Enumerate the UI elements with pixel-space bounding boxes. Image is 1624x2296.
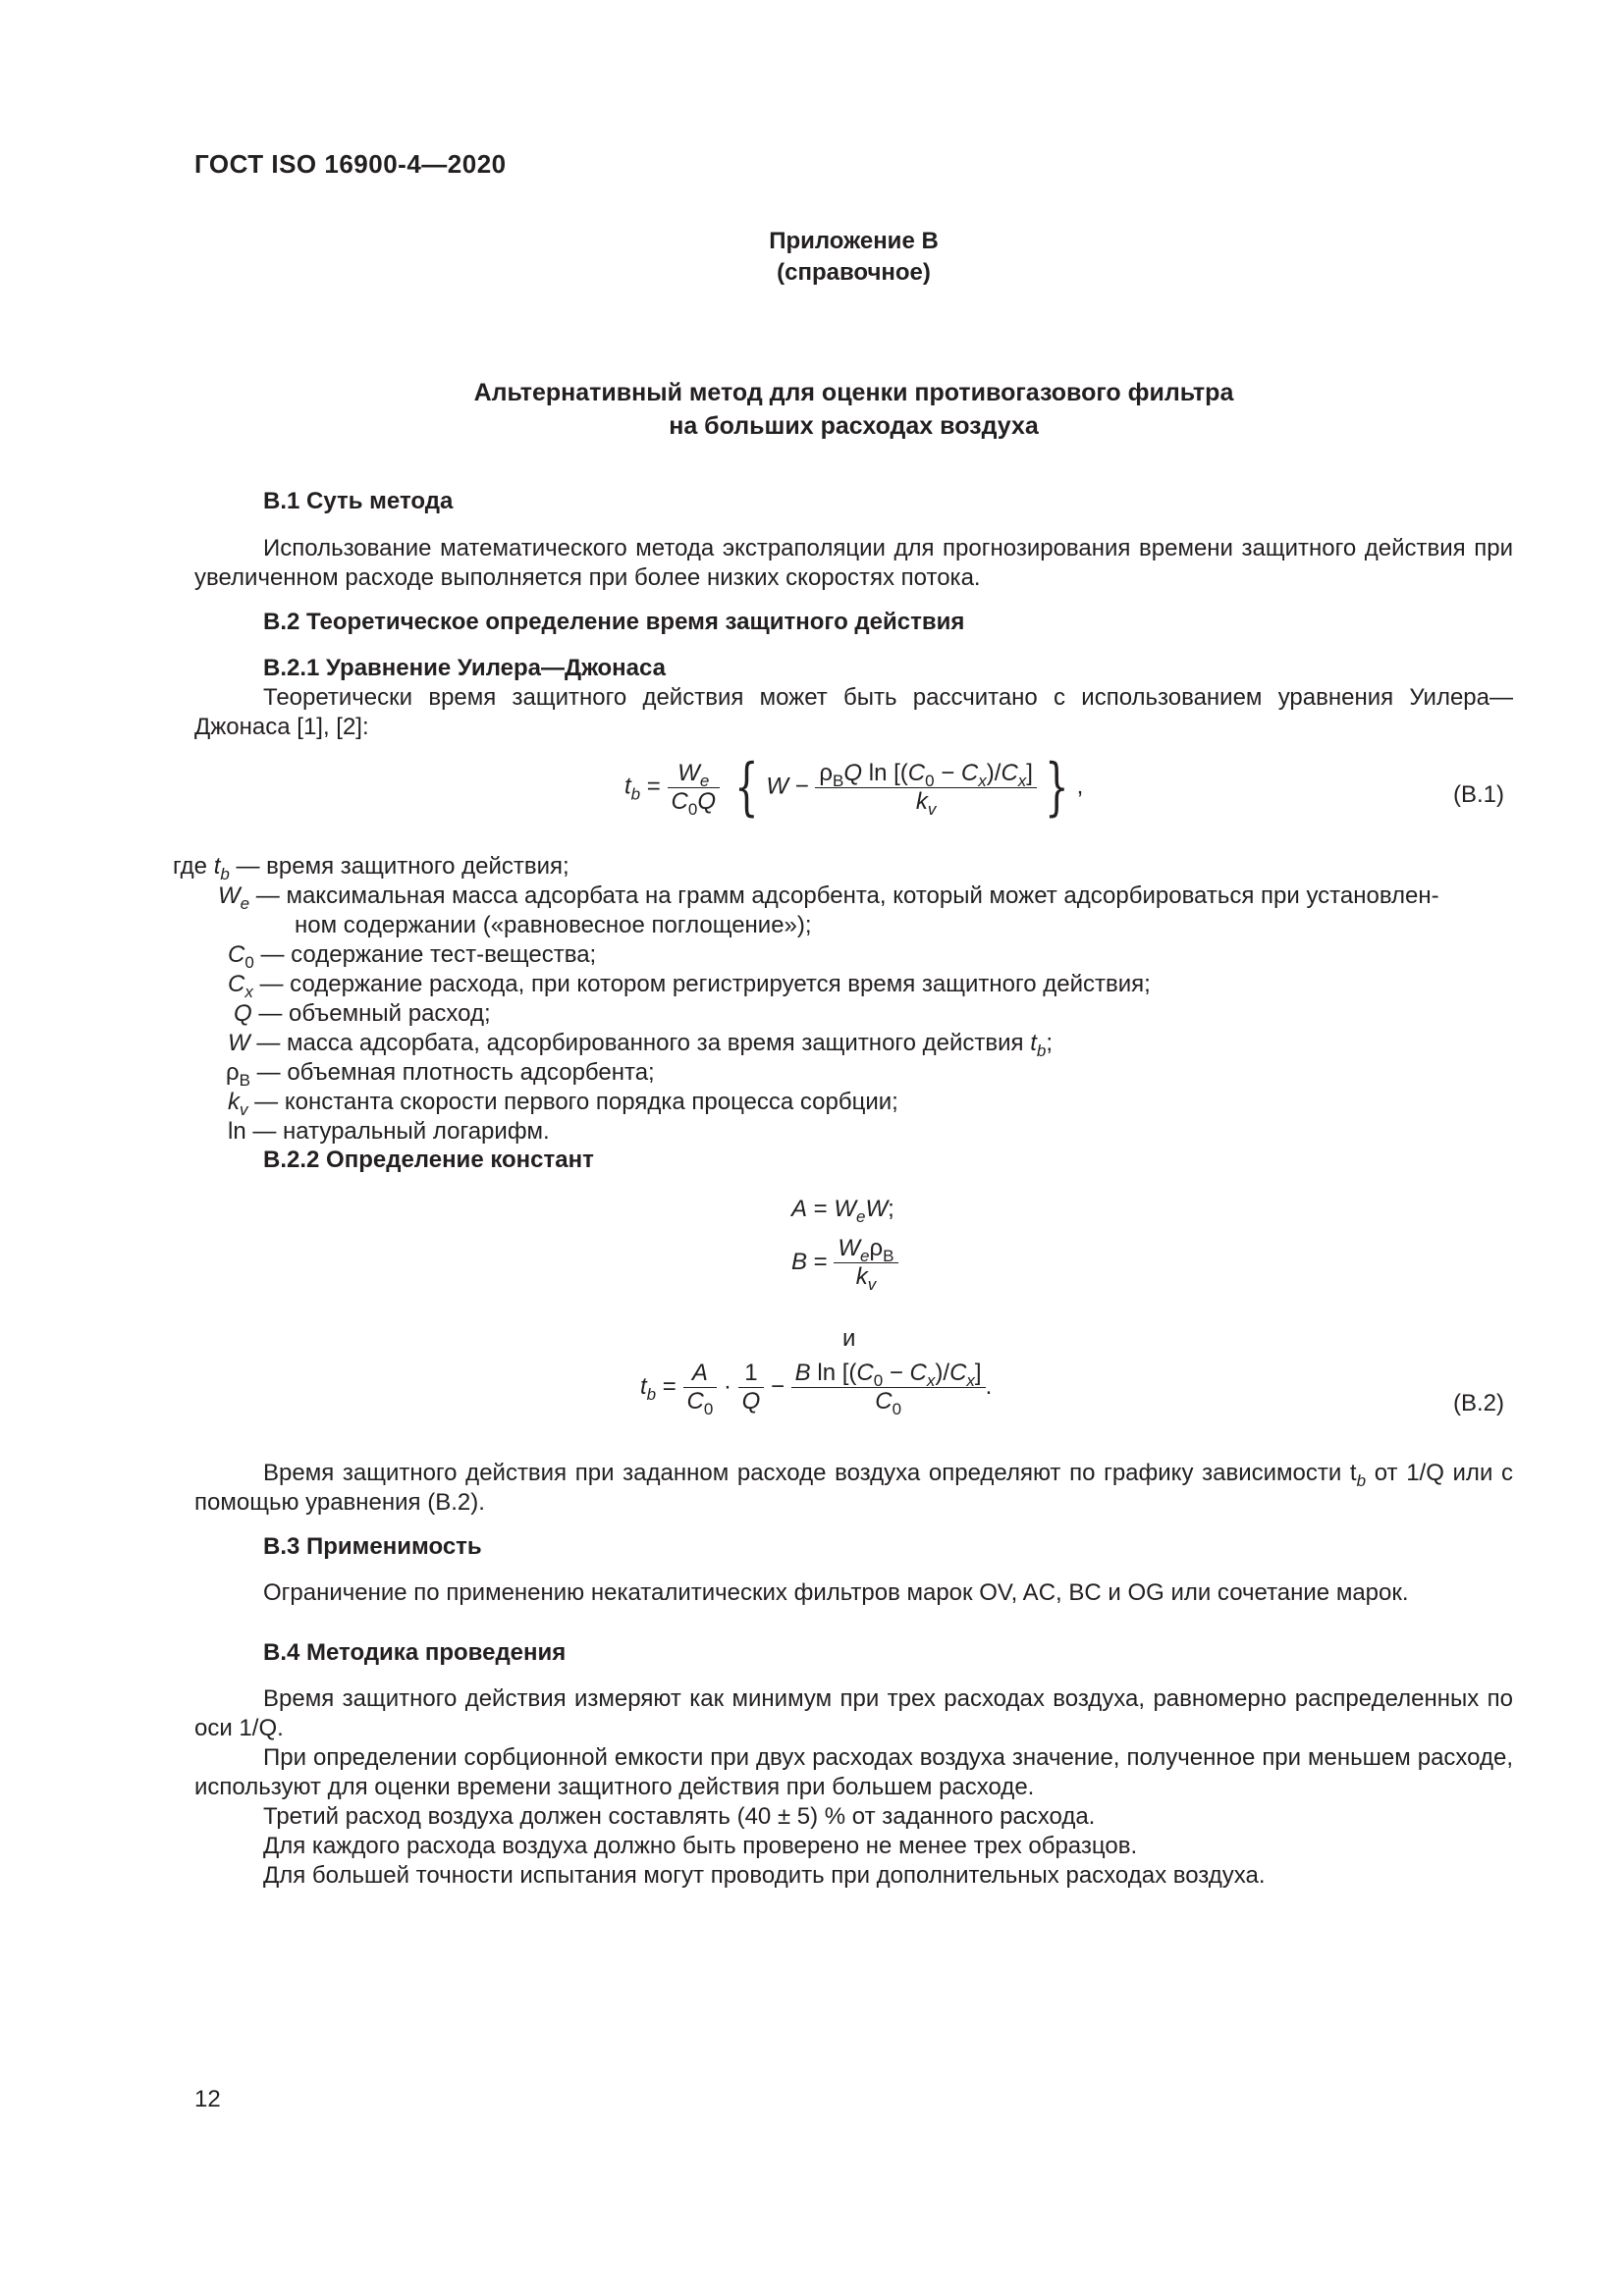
page-number: 12 <box>194 2086 221 2112</box>
annex-title: Приложение В <box>769 228 939 254</box>
doc-title-line1: Альтернативный метод для оценки противогазового фильтра <box>473 379 1234 406</box>
section-b4-p3: Третий расход воздуха должен составлять (40 ± 5) % от заданного расхода. <box>263 1803 1096 1830</box>
section-b21-text: Теоретически время защитного действия может быть рассчитано с использованием уравнения Уилера—Джонаса [1], [2]: <box>194 684 1513 740</box>
standard-header: ГОСТ ISO 16900-4—2020 <box>194 149 507 179</box>
section-b1-heading: В.1 Суть метода <box>263 488 454 514</box>
definition-tb: где $t_b$ — время защитного действия; <box>173 853 569 883</box>
conjunction-and: и <box>842 1325 856 1352</box>
annex-type: (справочное) <box>777 259 931 286</box>
equation-b2: $t_b$ = $\frac{A}{C_0}$ · $\frac{1}{Q}$ − $\frac{B \ln [(C_0 - C_x)/C_x]}{C_0}$ . <box>640 1360 993 1418</box>
definition-we-cont: ном содержании («равновесное поглощение»); <box>295 912 812 938</box>
section-b2-heading: В.2 Теоретическое определение время защитного действия <box>263 609 965 635</box>
definition-kv: $k_v$ — константа скорости первого порядка процесса сорбции; <box>228 1089 898 1119</box>
section-b4-heading: В.4 Методика проведения <box>263 1639 567 1666</box>
definition-ln: ln — натуральный логарифм. <box>228 1118 550 1145</box>
doc-title-line2: на больших расходах воздуха <box>669 412 1039 440</box>
section-b4-p2: При определении сорбционной емкости при двух расходах воздуха значение, полученное при меньшем расходе, используют для оценки времени защитного действия при большем расходе. <box>194 1744 1513 1800</box>
section-b4-p5: Для большей точности испытания могут проводить при дополнительных расходах воздуха. <box>263 1862 1266 1889</box>
definition-c0: $C_0$ — содержание тест-вещества; <box>228 941 597 972</box>
equation-b1: $t_b$ = $\frac{W_e}{C_0Q}$ { W − $\frac{\rho_BQ \ln [(C_0 - C_x)/C_x]}{k_v}$ } , <box>624 751 1084 824</box>
equation-b2-number: (В.2) <box>1453 1390 1505 1416</box>
equation-b1-number: (В.1) <box>1453 781 1505 808</box>
definition-we: $W_e$ — максимальная масса адсорбата на грамм адсорбента, который может адсорбироваться при установлен- <box>218 882 1439 913</box>
definition-rho: $\rho_B$ — объемная плотность адсорбента; <box>226 1059 655 1090</box>
section-b3-text: Ограничение по применению некаталитических фильтров марок OV, AC, BC и OG или сочетание марок. <box>263 1579 1409 1606</box>
formula-a: $A = W_eW$; <box>791 1196 894 1226</box>
section-b4-p4: Для каждого расхода воздуха должно быть проверено не менее трех образцов. <box>263 1833 1138 1859</box>
section-b22-heading: В.2.2 Определение констант <box>263 1147 594 1173</box>
section-b22-text: Время защитного действия при заданном расходе воздуха определяют по графику зависимости $t_b$ от 1/Q или с помощью уравнения (В.2). <box>194 1460 1514 1516</box>
section-b3-heading: В.3 Применимость <box>263 1533 482 1560</box>
definition-cx: $C_x$ — содержание расхода, при котором регистрируется время защитного действия; <box>228 971 1151 1001</box>
section-b21-heading: В.2.1 Уравнение Уилера—Джонаса <box>263 655 666 681</box>
definition-w: W — масса адсорбата, адсорбированного за время защитного действия $t_b$; <box>228 1030 1054 1060</box>
formula-b: B = $\frac{W_e\rho_B}{k_v}$ <box>791 1235 898 1291</box>
definition-q: Q — объемный расход; <box>234 1000 491 1027</box>
section-b4-p1: Время защитного действия измеряют как минимум при трех расходах воздуха, равномерно распределенных по оси 1/Q. <box>194 1685 1513 1741</box>
section-b1-text: Использование математического метода экстраполяции для прогнозирования времени защитного действия при увеличенном расходе выполняется при более низких скоростях потока. <box>194 535 1513 591</box>
